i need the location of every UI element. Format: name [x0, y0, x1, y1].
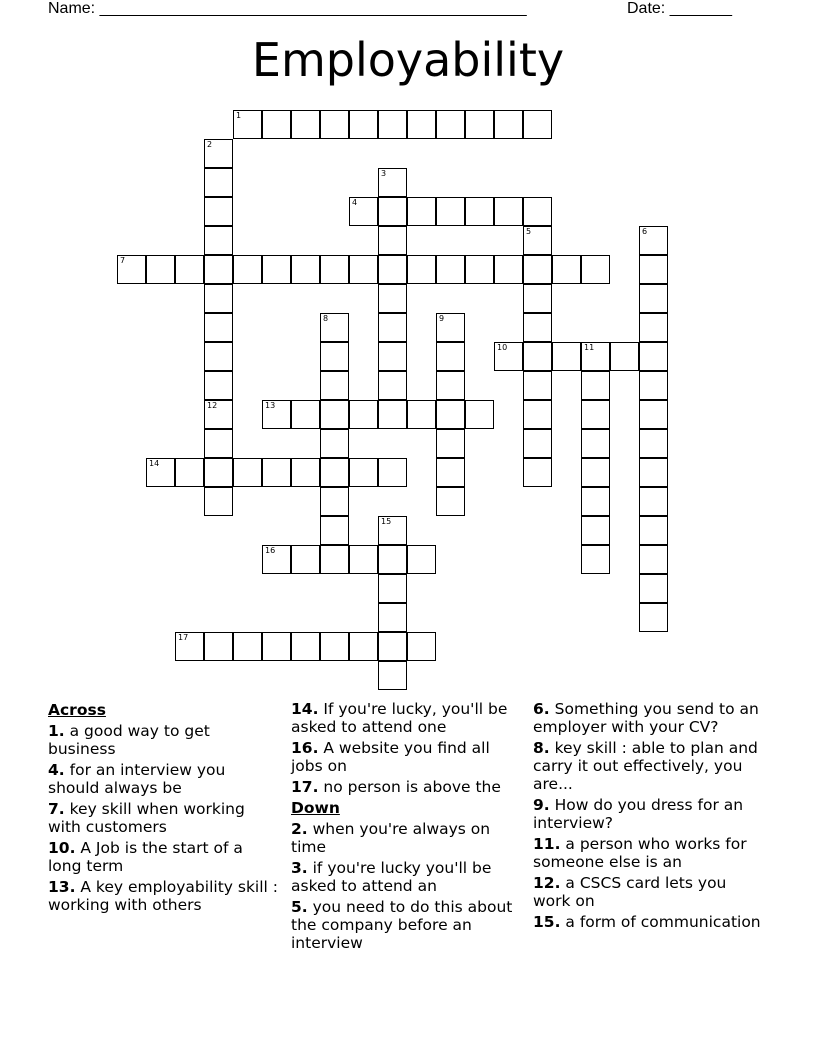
- clue-number: 8: [323, 314, 329, 323]
- grid-cell[interactable]: [581, 516, 610, 545]
- grid-cell[interactable]: [436, 197, 465, 226]
- grid-cell[interactable]: [320, 516, 349, 545]
- clue-down-5: 5. you need to do this about the company before an interview: [291, 898, 513, 952]
- grid-cell[interactable]: [436, 110, 465, 139]
- clue-across-17: 17. no person is above the: [291, 778, 501, 796]
- grid-cell[interactable]: [639, 342, 668, 371]
- clue-across-13: 13. A key employability skill : working with others: [48, 878, 278, 914]
- grid-cell[interactable]: [262, 400, 291, 429]
- grid-cell[interactable]: [378, 255, 407, 284]
- grid-cell[interactable]: [204, 632, 233, 661]
- grid-cell[interactable]: [436, 255, 465, 284]
- clue-across-1: 1. a good way to get business: [48, 722, 210, 758]
- grid-cell[interactable]: [581, 458, 610, 487]
- grid-cell[interactable]: [262, 632, 291, 661]
- grid-cell[interactable]: [581, 342, 610, 371]
- grid-cell[interactable]: [204, 197, 233, 226]
- grid-cell[interactable]: [378, 226, 407, 255]
- grid-cell[interactable]: [639, 226, 668, 255]
- grid-cell[interactable]: [175, 255, 204, 284]
- grid-cell[interactable]: [465, 255, 494, 284]
- grid-cell[interactable]: [378, 545, 407, 574]
- grid-cell[interactable]: [262, 458, 291, 487]
- clue-number: 10: [497, 343, 508, 352]
- grid-cell[interactable]: [262, 110, 291, 139]
- grid-cell[interactable]: [349, 255, 378, 284]
- clue-number: 13: [265, 401, 276, 410]
- grid-cell[interactable]: [436, 342, 465, 371]
- clue-number: 5: [526, 227, 532, 236]
- grid-cell[interactable]: [204, 255, 233, 284]
- grid-cell[interactable]: [494, 110, 523, 139]
- grid-cell[interactable]: [233, 255, 262, 284]
- grid-cell[interactable]: [378, 516, 407, 545]
- grid-cell[interactable]: [639, 516, 668, 545]
- grid-cell[interactable]: [117, 255, 146, 284]
- clue-number: 1: [236, 111, 242, 120]
- grid-cell[interactable]: [204, 458, 233, 487]
- grid-cell[interactable]: [204, 371, 233, 400]
- grid-cell[interactable]: [639, 284, 668, 313]
- grid-cell[interactable]: [465, 197, 494, 226]
- grid-cell[interactable]: [407, 255, 436, 284]
- grid-cell[interactable]: [494, 197, 523, 226]
- clue-down-9: 9. How do you dress for an interview?: [533, 796, 744, 832]
- grid-cell[interactable]: [639, 371, 668, 400]
- grid-cell[interactable]: [204, 284, 233, 313]
- grid-cell[interactable]: [407, 632, 436, 661]
- grid-cell[interactable]: [175, 458, 204, 487]
- across-heading: Across: [48, 701, 106, 719]
- grid-cell[interactable]: [320, 458, 349, 487]
- grid-cell[interactable]: [523, 255, 552, 284]
- grid-cell[interactable]: [639, 255, 668, 284]
- grid-cell[interactable]: [378, 284, 407, 313]
- grid-cell[interactable]: [349, 632, 378, 661]
- grid-cell[interactable]: [349, 197, 378, 226]
- grid-cell[interactable]: [494, 255, 523, 284]
- grid-cell[interactable]: [523, 226, 552, 255]
- grid-cell[interactable]: [320, 545, 349, 574]
- grid-cell[interactable]: [639, 458, 668, 487]
- page-title: Employability: [251, 33, 565, 87]
- grid-cell[interactable]: [204, 400, 233, 429]
- grid-cell[interactable]: [349, 545, 378, 574]
- grid-cell[interactable]: [523, 342, 552, 371]
- grid-cell[interactable]: [320, 342, 349, 371]
- clue-column-2: [291, 700, 523, 955]
- grid-cell[interactable]: [378, 458, 407, 487]
- grid-cell[interactable]: [581, 429, 610, 458]
- clue-down-11: 11. a person who works for someone else is an: [533, 835, 747, 871]
- down-heading: Down: [291, 799, 340, 817]
- grid-cell[interactable]: [320, 255, 349, 284]
- grid-cell[interactable]: [407, 400, 436, 429]
- grid-cell[interactable]: [262, 545, 291, 574]
- clue-down-6: 6. Something you send to an employer with your CV?: [533, 700, 759, 736]
- grid-cell[interactable]: [436, 458, 465, 487]
- grid-cell[interactable]: [204, 226, 233, 255]
- grid-cell[interactable]: [291, 545, 320, 574]
- clue-column-3: [533, 700, 765, 934]
- grid-cell[interactable]: [146, 458, 175, 487]
- grid-cell[interactable]: [639, 400, 668, 429]
- grid-cell[interactable]: [378, 371, 407, 400]
- grid-cell[interactable]: [610, 342, 639, 371]
- grid-cell[interactable]: [523, 429, 552, 458]
- grid-cell[interactable]: [378, 313, 407, 342]
- clue-across-4: 4. for an interview you should always be: [48, 761, 226, 797]
- grid-cell[interactable]: [320, 313, 349, 342]
- grid-cell[interactable]: [233, 632, 262, 661]
- grid-cell[interactable]: [349, 110, 378, 139]
- grid-cell[interactable]: [523, 400, 552, 429]
- grid-cell[interactable]: [378, 342, 407, 371]
- grid-cell[interactable]: [146, 255, 175, 284]
- grid-cell[interactable]: [233, 458, 262, 487]
- clue-number: 4: [352, 198, 358, 207]
- clue-number: 9: [439, 314, 445, 323]
- clue-across-14: 14. If you're lucky, you'll be asked to attend one: [291, 700, 508, 736]
- grid-cell[interactable]: [204, 429, 233, 458]
- grid-cell[interactable]: [639, 313, 668, 342]
- name-field[interactable]: Name: ________________________________________________: [48, 0, 527, 17]
- grid-cell[interactable]: [378, 400, 407, 429]
- grid-cell[interactable]: [523, 110, 552, 139]
- grid-cell[interactable]: [378, 603, 407, 632]
- clue-number: 7: [120, 256, 126, 265]
- grid-cell[interactable]: [378, 197, 407, 226]
- grid-cell[interactable]: [320, 400, 349, 429]
- grid-cell[interactable]: [523, 197, 552, 226]
- clue-number: 2: [207, 140, 213, 149]
- grid-cell[interactable]: [552, 342, 581, 371]
- grid-cell[interactable]: [436, 371, 465, 400]
- clue-down-15: 15. a form of communication: [533, 913, 761, 931]
- clue-across-7: 7. key skill when working with customers: [48, 800, 245, 836]
- grid-cell[interactable]: [581, 400, 610, 429]
- grid-cell[interactable]: [494, 342, 523, 371]
- grid-cell[interactable]: [436, 487, 465, 516]
- grid-cell[interactable]: [349, 458, 378, 487]
- grid-cell[interactable]: [639, 487, 668, 516]
- grid-cell[interactable]: [204, 313, 233, 342]
- grid-cell[interactable]: [465, 400, 494, 429]
- grid-cell[interactable]: [291, 632, 320, 661]
- clue-number: 6: [642, 227, 648, 236]
- grid-cell[interactable]: [291, 255, 320, 284]
- grid-cell[interactable]: [204, 168, 233, 197]
- grid-cell[interactable]: [436, 313, 465, 342]
- grid-cell[interactable]: [523, 458, 552, 487]
- grid-cell[interactable]: [349, 400, 378, 429]
- grid-cell[interactable]: [320, 487, 349, 516]
- grid-cell[interactable]: [320, 632, 349, 661]
- grid-cell[interactable]: [378, 110, 407, 139]
- grid-cell[interactable]: [523, 313, 552, 342]
- grid-cell[interactable]: [320, 371, 349, 400]
- clue-column-1: [48, 700, 280, 917]
- clue-down-3: 3. if you're lucky you'll be asked to attend an: [291, 859, 492, 895]
- clue-number: 16: [265, 546, 276, 555]
- grid-cell[interactable]: [378, 168, 407, 197]
- clue-across-16: 16. A website you find all jobs on: [291, 739, 490, 775]
- grid-cell[interactable]: [639, 545, 668, 574]
- grid-cell[interactable]: [552, 255, 581, 284]
- clue-down-2: 2. when you're always on time: [291, 820, 491, 856]
- grid-cell[interactable]: [320, 429, 349, 458]
- clue-number: 11: [584, 343, 595, 352]
- clue-number: 17: [178, 633, 189, 642]
- clue-number: 12: [207, 401, 218, 410]
- grid-cell[interactable]: [581, 487, 610, 516]
- grid-cell[interactable]: [639, 603, 668, 632]
- date-field[interactable]: Date: _______: [627, 0, 732, 17]
- grid-cell[interactable]: [407, 110, 436, 139]
- grid-cell[interactable]: [175, 632, 204, 661]
- grid-cell[interactable]: [204, 342, 233, 371]
- grid-cell[interactable]: [523, 284, 552, 313]
- grid-cell[interactable]: [523, 371, 552, 400]
- grid-cell[interactable]: [465, 110, 494, 139]
- grid-cell[interactable]: [436, 429, 465, 458]
- grid-cell[interactable]: [639, 429, 668, 458]
- grid-cell[interactable]: [378, 632, 407, 661]
- clue-down-12: 12. a CSCS card lets you work on: [533, 874, 727, 910]
- grid-cell[interactable]: [581, 545, 610, 574]
- grid-cell[interactable]: [291, 110, 320, 139]
- grid-cell[interactable]: [436, 400, 465, 429]
- grid-cell[interactable]: [262, 255, 291, 284]
- clue-across-10: 10. A Job is the start of a long term: [48, 839, 243, 875]
- grid-cell[interactable]: [407, 545, 436, 574]
- clue-down-8: 8. key skill : able to plan and carry it out effectively, you are...: [533, 739, 758, 793]
- grid-cell[interactable]: [204, 139, 233, 168]
- grid-cell[interactable]: [291, 400, 320, 429]
- grid-cell[interactable]: [581, 255, 610, 284]
- grid-cell[interactable]: [233, 110, 262, 139]
- grid-cell[interactable]: [378, 574, 407, 603]
- clue-number: 14: [149, 459, 160, 468]
- grid-cell[interactable]: [407, 197, 436, 226]
- grid-cell[interactable]: [378, 661, 407, 690]
- clue-number: 15: [381, 517, 392, 526]
- grid-cell[interactable]: [320, 110, 349, 139]
- grid-cell[interactable]: [204, 487, 233, 516]
- grid-cell[interactable]: [639, 574, 668, 603]
- grid-cell[interactable]: [581, 371, 610, 400]
- clue-number: 3: [381, 169, 387, 178]
- grid-cell[interactable]: [291, 458, 320, 487]
